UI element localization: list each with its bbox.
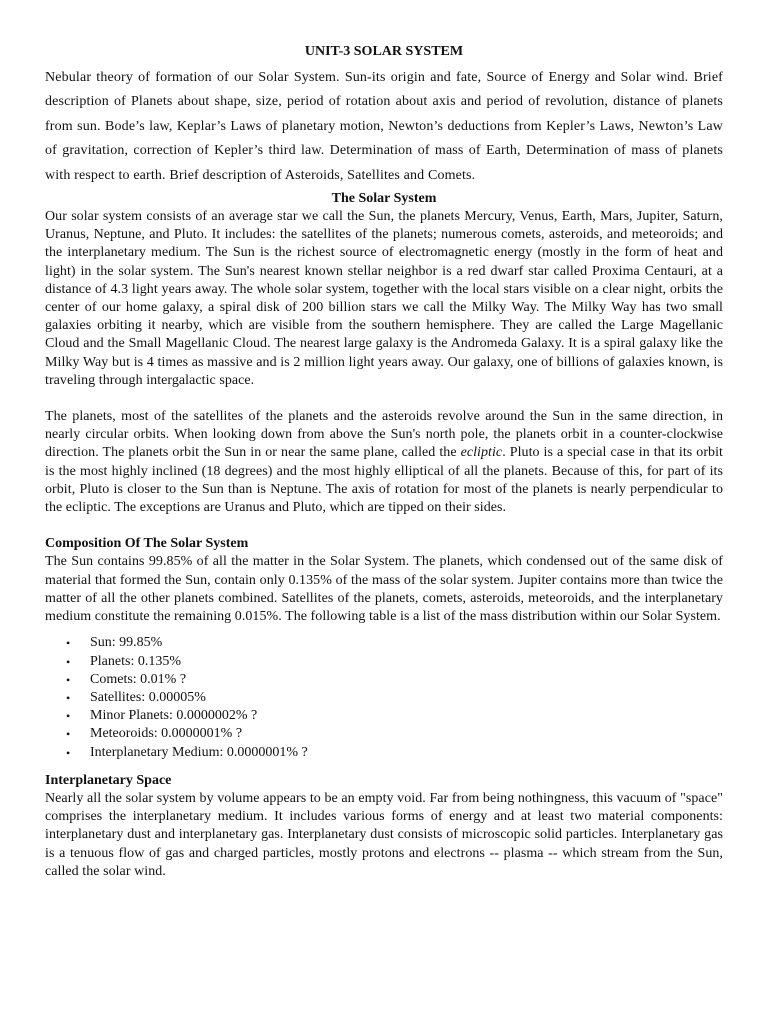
list-item-text: Minor Planets: 0.0000002% ? (90, 708, 258, 724)
list-item-text: Sun: 99.85% (90, 635, 163, 651)
bullet-icon: • (66, 709, 71, 724)
list-item (66, 725, 723, 743)
syllabus-paragraph: Nebular theory of formation of our Solar System. Sun-its origin and fate, Source of Energy and Solar wind. Brief description of Planets about shape, size, period of rotation about axis and period of revolution, distance of planets from sun. Bode’s law, Keplar’s Laws of planetary motion, Newton’s deductions from Kepler’s Laws, Newton’s Law of gravitation, correction of Kepler’s third law. Determination of mass of Earth, Determination of mass of planets with respect to earth. Brief description of Asteroids, Satellites and Comets. (45, 70, 723, 183)
composition-paragraph: The Sun contains 99.85% of all the matter in the Solar System. The planets, which condensed out of the same disk of material that formed the Sun, contain only 0.135% of the mass of the solar system. Jupiter contains more than twice the matter of all the other planets combined. Satellites of the planets, comets, asteroids, meteoroids, and the interplanetary medium constitute the remaining 0.015%. The following table is a list of the mass distribution within our Solar System. (45, 554, 723, 625)
solar-system-paragraph-2 (45, 408, 723, 517)
list-item-text: Satellites: 0.00005% (90, 689, 206, 705)
list-item (66, 707, 723, 725)
bullet-icon: • (66, 672, 71, 687)
list-item (66, 634, 723, 652)
bullet-icon: • (66, 745, 71, 760)
bullet-icon: • (66, 727, 71, 742)
list-item (66, 671, 723, 689)
unit-title: UNIT-3 SOLAR SYSTEM (304, 44, 464, 59)
solar-system-paragraph-1: Our solar system consists of an average star we call the Sun, the planets Mercury, Venus, Earth, Mars, Jupiter, Saturn, Uranus, Neptune, and Pluto. It includes: the satellites of the planets; numerous comets, asteroids, and meteoroids; and the interplanetary medium. The Sun is the richest source of electromagnetic energy (mostly in the form of heat and light) in the solar system. The Sun's nearest known stellar neighbor is a red dwarf star called Proxima Centauri, at a distance of 4.3 light years away. The whole solar system, together with the local stars visible on a clear night, orbits the center of our home galaxy, a spiral disk of 200 billion stars we call the Milky Way. The Milky Way has two small galaxies orbiting it nearby, which are visible from the southern hemisphere. They are called the Large Magellanic Cloud and the Small Magellanic Cloud. The nearest large galaxy is the Andromeda Galaxy. It is a spiral galaxy like the Milky Way but is 4 times as massive and is 2 million light years away. Our galaxy, one of billions of galaxies known, is traveling through intergalactic space. (45, 209, 723, 388)
list-item (66, 689, 723, 707)
bullet-icon: • (66, 690, 71, 705)
list-item (66, 653, 723, 671)
composition-heading: Composition Of The Solar System (45, 536, 249, 552)
bullet-icon: • (66, 636, 71, 651)
list-item-text: Comets: 0.01% ? (90, 671, 187, 687)
paragraph-gap (45, 517, 723, 535)
list-item (66, 744, 723, 762)
solar-system-title: The Solar System (331, 191, 437, 207)
list-item-text: Meteoroids: 0.0000001% ? (90, 726, 243, 742)
bullet-icon: • (66, 654, 71, 669)
list-item-text: Planets: 0.135% (90, 653, 181, 669)
para2-text-after: . Pluto is a special case in that its orbit is the most highly inclined (18 degrees) and the most highly elliptical of all the planets. Because of this, for part of its orbit, Pluto is closer to the Sun than is Neptune. The axis of rotation for most of the planets is nearly perpendicular to the ecliptic. The exceptions are Uranus and Pluto, which are tipped on their sides. (45, 445, 723, 516)
interplanetary-paragraph: Nearly all the solar system by volume appears to be an empty void. Far from being nothingness, this vacuum of "space" comprises the interplanetary medium. It includes various forms of energy and at least two material components: interplanetary dust and interplanetary gas. Interplanetary dust consists of microscopic solid particles. Interplanetary gas is a tenuous flow of gas and charged particles, mostly protons and electrons -- plasma -- which stream from the Sun, called the solar wind. (45, 790, 723, 879)
paragraph-gap (45, 390, 723, 408)
interplanetary-heading: Interplanetary Space (45, 772, 172, 788)
list-item-text: Interplanetary Medium: 0.0000001% ? (90, 744, 308, 760)
mass-distribution-list (45, 634, 723, 761)
para2-text-before: The planets, most of the satellites of the planets and the asteroids revolve around the Sun in the same direction, in nearly circular orbits. When looking down from above the Sun's north pole, the planets orbit in a counter-clockwise direction. The planets orbit the Sun in or near the same plane, called the (45, 409, 723, 461)
ecliptic-term: ecliptic (460, 445, 503, 461)
